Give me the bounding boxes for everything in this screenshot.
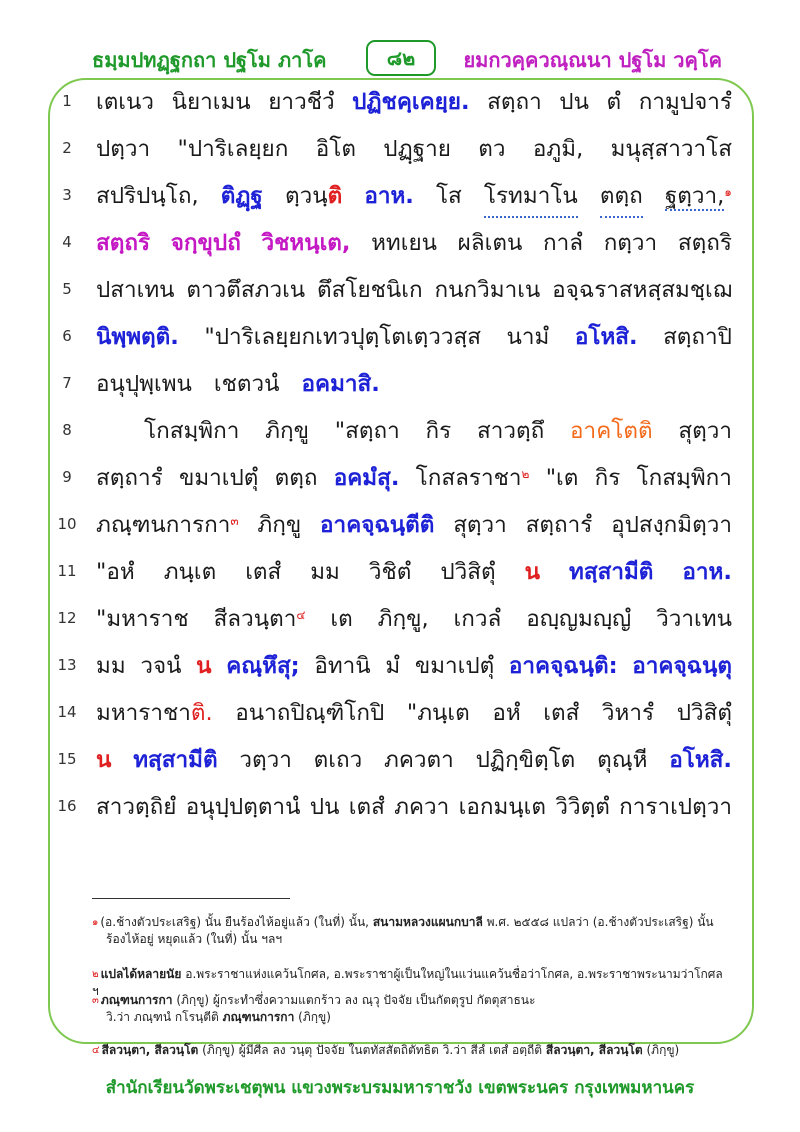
word: ขมาเปตุํ: [178, 465, 259, 491]
line-text: [96, 646, 732, 686]
word: เกวลํ: [453, 606, 502, 632]
key-word: อาคจฺฉนฺตีติ: [320, 512, 435, 538]
word: อุปสงฺกมิตฺวา: [611, 512, 732, 538]
footnote-mark: ๔: [92, 1045, 100, 1056]
word: สุตฺวา: [453, 512, 507, 538]
word: ปน: [559, 89, 589, 115]
text-line: [52, 740, 732, 780]
line-text: [96, 82, 732, 122]
line-text: [96, 787, 732, 827]
word: ผลิเตน: [457, 230, 523, 256]
key-word: อคมํสุ.: [333, 465, 400, 491]
word: กตฺวา: [603, 230, 658, 256]
word: "อหํ: [96, 559, 135, 585]
key-word: จกฺขุปถํ: [170, 230, 241, 256]
word: เต: [330, 606, 353, 632]
word: วิชิตํ: [368, 559, 412, 585]
page-number: ๘๒: [366, 40, 436, 76]
word-compound: [320, 505, 434, 545]
word: สปริปนฺโถ,: [96, 183, 199, 209]
word: ตตฺถ: [274, 465, 318, 491]
footnote-text: (ภิกฺขู): [298, 1010, 331, 1024]
negation-word: น: [96, 747, 112, 773]
highlight-word: อาคโตติ: [570, 418, 653, 444]
word: อนาถปิณฺฑิโกปิ: [235, 700, 385, 726]
word: โกสมฺพิกา: [144, 418, 240, 444]
word: ตว: [478, 136, 506, 162]
line-number: 2: [62, 139, 72, 157]
line-text: [96, 223, 732, 263]
negation-word: น: [196, 653, 212, 679]
line-number: 4: [62, 233, 72, 251]
line-text: [96, 458, 732, 498]
word: อญฺญมญฺญํ: [526, 606, 632, 632]
text-line: [52, 552, 732, 592]
word: กนกวิมาเน: [434, 277, 541, 303]
word: สตฺถริ: [677, 230, 732, 256]
word: "สตฺถา: [334, 418, 400, 444]
text-line: [52, 364, 732, 404]
footnote-bold: สีลวนฺตา, สีลวนฺโต: [101, 1043, 199, 1057]
key-word: ทสฺสามีติ: [133, 747, 218, 773]
word: กาลํ: [542, 230, 584, 256]
line-text: [96, 317, 732, 357]
line-text: [96, 129, 732, 169]
word-with-note: [214, 599, 306, 639]
word: สตฺถาปิ: [663, 324, 732, 350]
header-left-title: ธมฺมปทฏฺฐกถา ปฐโม ภาโค: [92, 48, 327, 72]
line-text: [96, 740, 732, 780]
underlined-word: ตตฺถ: [600, 176, 643, 218]
word: อจฺฉราสหสฺสมชฺเฌ: [552, 277, 732, 303]
key-word: คณฺหึสุ;: [226, 653, 300, 679]
line-number: 15: [57, 750, 77, 768]
word: นิยาเมน: [171, 89, 251, 115]
word: ปวิสิตุํ: [676, 700, 732, 726]
word: "เต: [545, 465, 579, 491]
word: เตสํ: [348, 794, 385, 820]
word: อิทานิ: [314, 653, 371, 679]
word: กิร: [594, 465, 621, 491]
word: เตเนว: [96, 89, 155, 115]
word: "ปาริเลยฺยกเทวปุตฺโตเตฺววสฺส: [204, 324, 481, 350]
word: ตาวตึสภวเน: [186, 277, 306, 303]
word: กามูปจารํ: [638, 89, 732, 115]
word-compound: [96, 693, 213, 733]
word: สีลวนฺตา: [213, 606, 297, 632]
text-line: [52, 693, 732, 733]
word: ตํ: [606, 89, 622, 115]
word: ปสาเทน: [96, 277, 175, 303]
word: อหํ: [492, 700, 521, 726]
word-with-note: [96, 505, 239, 545]
iti-particle: ติ.: [190, 700, 213, 726]
word-with-note: [665, 176, 732, 218]
word: ยาวชีวํ: [268, 89, 335, 115]
word: วิหารํ: [601, 700, 655, 726]
footnote-divider: [92, 898, 290, 899]
word: สาวตฺถิยํ: [96, 794, 177, 820]
footnote-mark: ๓: [92, 995, 99, 1006]
word: ปฏฺฐาย: [383, 136, 451, 162]
word: ปตฺวา: [96, 136, 151, 162]
word: มม: [310, 559, 340, 585]
footnote-bold: สนามหลวงแผนกบาลี: [372, 915, 483, 929]
footnote-mark: ๑: [92, 917, 99, 928]
text-line: [52, 129, 732, 169]
word: ตึสโยชนิเก: [317, 277, 423, 303]
word: วตฺวา: [239, 747, 292, 773]
footnote: [92, 1042, 732, 1059]
word: โกสลราชา: [415, 465, 522, 491]
key-word: ทสฺสามีติ: [569, 559, 654, 585]
key-word: อาคจฺฉนฺตุ: [632, 653, 732, 679]
iti-particle: ติ: [327, 183, 343, 209]
word: เตสํ: [543, 700, 580, 726]
word: โส: [435, 183, 462, 209]
text-line: [52, 176, 732, 216]
negation-word: น: [524, 559, 541, 585]
word: ปวิสิตุํ: [440, 559, 496, 585]
word: มํ: [385, 653, 401, 679]
word: "ปาริเลยฺยก: [177, 136, 289, 162]
footnote-continuation: วิ.ว่า ภณฺฑนํ กโรนฺตีติ: [106, 1010, 219, 1024]
word: เชตวนํ: [213, 371, 280, 397]
word: ภิกฺขู: [265, 418, 309, 444]
line-number: 8: [62, 421, 72, 439]
key-word: นิพฺพตฺติ.: [96, 324, 179, 350]
key-word: อาคจฺฉนฺติ:: [508, 653, 618, 679]
line-text: [96, 599, 732, 639]
footnote-marker[interactable]: ๔: [296, 608, 306, 622]
line-number: 11: [57, 562, 77, 580]
text-line: [52, 411, 732, 451]
word: เอกมนฺเต: [458, 794, 546, 820]
footnote-text: (อ.ช้างตัวประเสริฐ) นั้น ยืนร้องไห้อยู่แล้ว (ในที่) นั้น,: [100, 915, 369, 929]
word: สตฺถา: [487, 89, 542, 115]
key-word: สตฺถริ: [96, 230, 151, 256]
footnote-marker[interactable]: ๑: [724, 185, 732, 199]
line-text: [96, 552, 732, 592]
word: ปน: [309, 794, 340, 820]
word: มม: [96, 653, 126, 679]
word: นามํ: [506, 324, 550, 350]
word-with-note: [416, 458, 530, 498]
word: ปฏิกฺขิตฺโต: [475, 747, 576, 773]
word: สตฺถารํ: [525, 512, 593, 538]
word: ตุณฺหี: [597, 747, 648, 773]
word: อภูมิ,: [532, 136, 584, 162]
word: วิวิตฺตํ: [555, 794, 610, 820]
word: สาวตฺถึ: [477, 418, 545, 444]
text-line: [52, 317, 732, 357]
line-text: [96, 505, 732, 545]
word: ตเถว: [313, 747, 363, 773]
word: อนุปฺปตฺตานํ: [185, 794, 301, 820]
word-compound: [285, 176, 342, 218]
key-word: วิชหนฺเต,: [261, 230, 351, 256]
word: การาเปตฺวา: [619, 794, 732, 820]
word: สตฺถารํ: [96, 465, 163, 491]
footnote-continuation: ร้องไห้อยู่ หยุดแล้ว (ในที่) นั้น ฯลฯ: [106, 932, 283, 946]
word: กิร: [425, 418, 452, 444]
footnote-marker[interactable]: ๓: [230, 514, 239, 528]
word: วจนํ: [140, 653, 182, 679]
word: ตฺวนฺ: [284, 183, 328, 209]
footnote-text: พ.ศ. ๒๕๕๘ แปลว่า (อ.ช้างตัวประเสริฐ) นั้น: [486, 915, 714, 929]
word: ภิกฺขู,: [377, 606, 429, 632]
word: อนุปุพฺเพน: [96, 371, 192, 397]
word: ภนฺเต: [163, 559, 217, 585]
text-line: [52, 223, 732, 263]
word: อิโต: [315, 136, 356, 162]
line-number: 7: [62, 374, 72, 392]
line-text: [96, 270, 732, 310]
footnote: [92, 992, 732, 1026]
word: ขมาเปตุํ: [414, 653, 495, 679]
line-text: [96, 176, 732, 218]
word: "ภนฺเต: [406, 700, 470, 726]
text-line: [52, 270, 732, 310]
underlined-word: โรทมาโน: [484, 176, 578, 218]
line-number: 6: [62, 327, 72, 345]
word: "มหาราช: [96, 606, 189, 632]
word: วิวาเทน: [656, 606, 732, 632]
footnote-bold: แปลได้หลายนัย: [100, 967, 182, 981]
footnote-mark: ๒: [92, 969, 99, 980]
word: มนุสฺสาวาโส: [610, 136, 732, 162]
line-text: [96, 693, 732, 733]
footnote-text: (ภิกฺขู): [646, 1043, 680, 1057]
footnote-text: (ภิกฺขู) ผู้กระทำซึ่งความแตกร้าว ลง ณฺวุ ปัจจัย เป็นกัตตุรูป กัตตุสาธนะ: [176, 993, 536, 1007]
line-number: 5: [62, 280, 72, 298]
text-line: [52, 599, 732, 639]
line-number: 3: [62, 186, 72, 204]
text-line: [52, 82, 732, 122]
footnote-text: (ภิกฺขู) ผู้มีศีล ลง วนฺตุ ปัจจัย ในตทัสสัตถิตัทธิต วิ.ว่า สีลํ เตสํ อตฺถีติ: [202, 1043, 543, 1057]
footnote: [92, 914, 732, 948]
word: ภควตา: [384, 747, 454, 773]
line-number: 14: [57, 703, 77, 721]
footnote-bold: ภณฺฑนการกา: [100, 993, 173, 1007]
word: เตสํ: [245, 559, 282, 585]
page-footer: สำนักเรียนวัดพระเชตุพน แขวงพระบรมมหาราชวัง เขตพระนคร กรุงเทพมหานคร: [105, 1078, 695, 1098]
line-text: [96, 364, 732, 404]
line-number: 13: [57, 656, 77, 674]
word: โกสมฺพิกา: [636, 465, 732, 491]
underlined-word: ฐตฺวา,: [664, 183, 725, 209]
key-word: อาห.: [682, 559, 732, 585]
key-word: ติฏฺฐ: [220, 183, 263, 209]
line-number: 10: [57, 515, 77, 533]
footnote-marker[interactable]: ๒: [521, 467, 530, 481]
key-word: อคมาสิ.: [301, 371, 380, 397]
line-number: 16: [57, 797, 77, 815]
text-line: [52, 646, 732, 686]
header-right-title: ยมกวคฺควณฺณนา ปฐโม วคฺโค: [463, 48, 722, 72]
key-word: อโหสิ.: [574, 324, 638, 350]
line-number: 12: [57, 609, 77, 627]
footnote-bold: ภณฺฑนการกา: [222, 1010, 295, 1024]
key-word: ปฏิชคฺเคยฺย.: [352, 89, 470, 115]
line-text: [144, 411, 732, 451]
text-line: [52, 505, 732, 545]
text-line: [52, 458, 732, 498]
text-line: [52, 787, 732, 827]
word: สุตฺวา: [678, 418, 732, 444]
key-word: อาห.: [364, 183, 414, 209]
line-number: 1: [62, 92, 72, 110]
word: ภควา: [394, 794, 450, 820]
word: หทเยน: [371, 230, 438, 256]
key-word: อโหสิ.: [669, 747, 732, 773]
word: มหาราชา: [96, 700, 191, 726]
footnote-bold: สีลวนฺตา, สีลวนฺโต: [545, 1043, 643, 1057]
footnote-text: อ.พระราชาแห่งแคว้นโกศล, อ.พระราชาผู้เป็นใหญ่ในแว่นแคว้นชื่อว่าโกศล, อ.พระราชาพระนามว่าโกศล ฯ: [92, 967, 723, 998]
word: ภิกฺขู: [257, 512, 302, 538]
word: ภณฺฑนการกา: [96, 512, 231, 538]
line-number: 9: [62, 468, 72, 486]
